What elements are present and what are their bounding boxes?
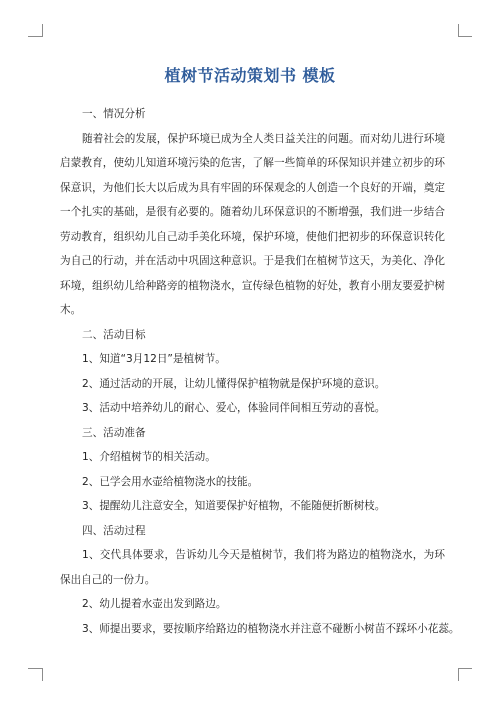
crop-mark-top-right-h bbox=[458, 36, 472, 37]
section-heading: 二、活动目标 bbox=[82, 328, 146, 341]
list-item: 2、幼儿提着水壶出发到路边。 bbox=[82, 598, 227, 610]
list-item: 2、通过活动的开展，让幼儿懂得保护植物就是保护环境的意识。 bbox=[82, 377, 386, 390]
crop-mark-top-left-v bbox=[42, 24, 43, 37]
list-item: 3、师提出要求，要按顺序给路边的植物浇水并注意不碰断小树苗不踩坏小花蕊。 bbox=[82, 622, 460, 635]
section-heading: 一、情况分析 bbox=[82, 108, 146, 120]
list-item: 3、提醒幼儿注意安全，知道要保护好植物，不能随便折断树枝。 bbox=[82, 500, 386, 512]
document-title: 植树节活动策划书 模板 bbox=[164, 66, 336, 85]
list-item: 1、交代具体要求，告诉幼儿今天是植树节，我们将为路边的植物浇水，为环保出自己的一份力。 bbox=[60, 549, 445, 586]
crop-mark-top-left-h bbox=[28, 36, 42, 37]
crop-mark-bottom-left-v bbox=[42, 668, 43, 681]
list-item: 3、活动中培养幼儿的耐心、爱心，体验同伴间相互劳动的喜悦。 bbox=[82, 402, 386, 414]
section-paragraph: 随着社会的发展，保护环境已成为全人类日益关注的问题。而对幼儿进行环境启蒙教育，使幼儿知道环境污染的危害，了解一些简单的环保知识并建立初步的环保意识，为他们长大以后成为具有牢固的环保观念的人创造一个良好的开端，奠定一个扎实的基础，是很有必要的。随着幼儿环保意识的不断增强，我们进一步结合劳动教育，组织幼儿自己动手美化环境，保护环境，使他们把初步的环保意识转化为自己的行动，并在活动中巩固这种意识。于是我们在植树节这天，为美化、净化环境，组织幼儿给种路旁的植物浇水，宣传绿色植物的好处，教育小朋友要爱护树木。 bbox=[60, 132, 445, 316]
crop-mark-bottom-right-v bbox=[458, 668, 459, 681]
crop-mark-top-right-v bbox=[458, 24, 459, 37]
section-heading: 四、活动过程 bbox=[82, 524, 146, 537]
crop-mark-bottom-right-h bbox=[458, 668, 472, 669]
list-item: 1、知道“3月12日”是植树节。 bbox=[82, 353, 226, 365]
crop-mark-bottom-left-h bbox=[28, 668, 42, 669]
list-item: 2、已学会用水壶给植物浇水的技能。 bbox=[82, 475, 259, 488]
document-body bbox=[60, 102, 460, 641]
list-item: 1、介绍植树节的相关活动。 bbox=[82, 451, 216, 463]
section-heading: 三、活动准备 bbox=[82, 426, 146, 439]
